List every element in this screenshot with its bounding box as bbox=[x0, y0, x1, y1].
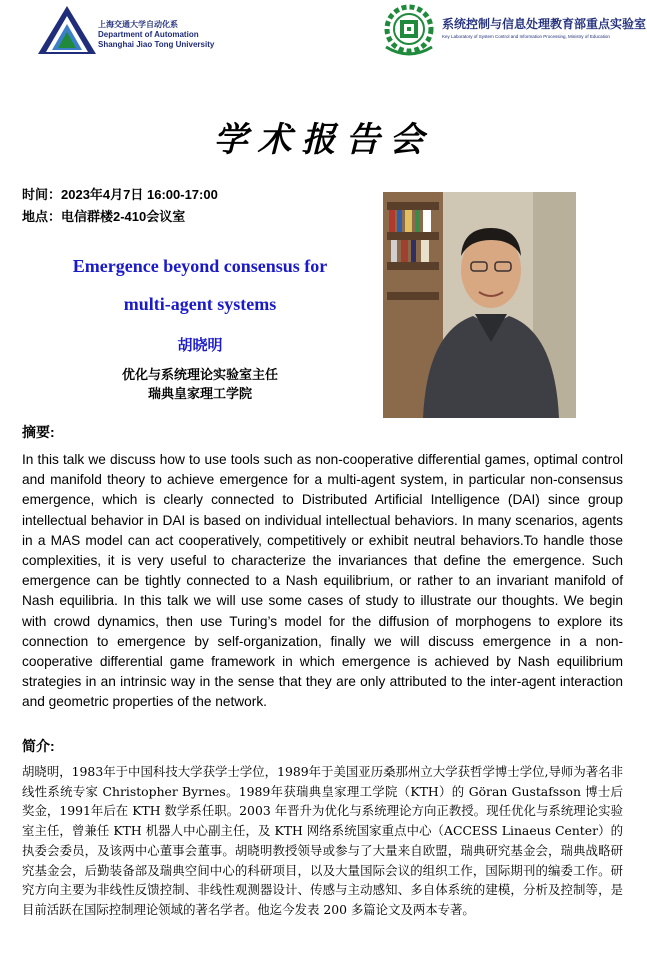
bio-text: 胡晓明，1983年于中国科技大学获学士学位，1989年于美国亚历桑那州立大学获哲学博士学位,导师为著名非线性系统专家 Christopher Byrnes。1989年获瑞典皇家理工学院（KTH）的 Göran Gustafsson 博士后奖金，1991年后在 KTH 数学系任职。2003 年晋升为优化与系统理论方向正教授。现任优化与系统理论实验室主任，曾兼任 KTH 机器人中心副主任，及 KTH 网络系统国家重点中心（ACCESS Linaeus Center）的执委会委员，及该两中心董事会董事。胡晓明教授领导或参与了大量来自欧盟，瑞典研究基金会，瑞典战略研究基金会，后勤装备部及瑞典空间中心的科研项目，以及大量国际会议的组织工作，国际期刊的编委工作。研究方向主要为非线性反馈控制、非线性观测器设计、传感与主动感知、多自体系统的建模，分析及控制等，是目前活跃在国际控制理论领域的著名学者。他迄今发表 200 多篇论文及两本专著。 bbox=[22, 764, 623, 917]
department-en: Department of Automation bbox=[98, 30, 199, 39]
lab-logo-icon bbox=[380, 3, 438, 59]
speaker-name: 胡晓明 bbox=[177, 337, 223, 354]
lab-text bbox=[442, 17, 646, 40]
speaker-position: 优化与系统理论实验室主任 bbox=[121, 367, 278, 382]
department-cn: 上海交通大学自动化系 bbox=[98, 20, 178, 29]
talk-title-line2: multi-agent systems bbox=[123, 294, 277, 314]
speaker-photo bbox=[383, 192, 576, 418]
abstract-text: In this talk we discuss how to use tools such as non-cooperative differential games, optimal control and manifold theory to achieve emergence for a multi-agent system, in particular non-consensus emergence, which is clearly connected to Distributed Artificial Intelligence (DAI) since group intellectual behavior in DAI is based on individual intellectual behaviors. In many scenarios, agents in a MAS model can act cooperatively, competitively or exhibit neutral behaviors.To handle those complexities, it is very useful to characterize the invariances that define the emergence. Such emergence can be tightly connected to a Nash equilibrium, or rather to an invariant manifold of Nash equilibria. In this talk we will use some cases of study to illustrate our thoughts. We begin with crowd dynamics, then use Turing’s model for the diffusion of morphogens to explore its connection to emergence by self-organization, finally we will discuss emergence in a non-cooperative differential game framework in which emergence is achieved by Nash equilibrium strategies in an intrinsic way in the sense that they are only attributed to the inter-agent interaction and geometric properties of the network. bbox=[22, 452, 623, 710]
page-title: 学术报告会 bbox=[213, 120, 434, 160]
speaker-affiliation: 瑞典皇家理工学院 bbox=[147, 386, 252, 401]
talk-title-line1: Emergence beyond consensus for bbox=[72, 256, 328, 276]
lab-name-en: Key Laboratory of System Control and Information Processing, Ministry of Education bbox=[442, 34, 610, 39]
header bbox=[0, 0, 647, 62]
event-time: 时间：2023年4月7日 16:00-17:00 bbox=[22, 187, 218, 202]
lab-name-cn: 系统控制与信息处理教育部重点实验室 bbox=[442, 17, 647, 31]
abstract-heading: 摘要: bbox=[22, 424, 55, 440]
university-en: Shanghai Jiao Tong University bbox=[98, 40, 215, 49]
sjtu-logo-icon bbox=[36, 4, 98, 56]
event-place: 地点：电信群楼2-410会议室 bbox=[22, 209, 186, 224]
bio-heading: 简介: bbox=[22, 738, 55, 754]
department-text bbox=[98, 20, 214, 50]
